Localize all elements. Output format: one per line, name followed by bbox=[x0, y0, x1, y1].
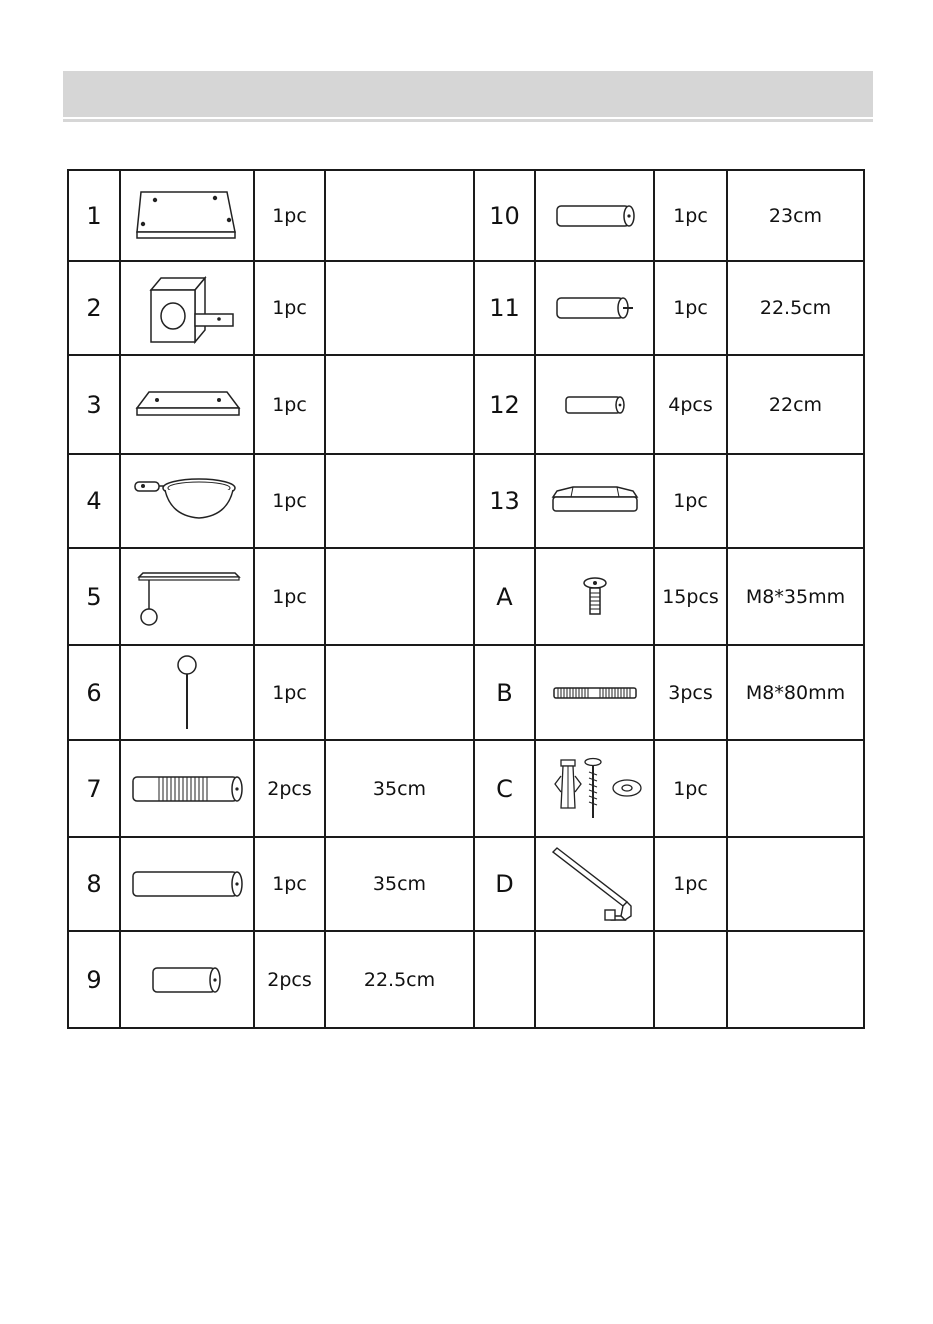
size: M8*35mm bbox=[745, 585, 846, 608]
part-number: 10 bbox=[489, 201, 520, 230]
size-cell bbox=[727, 170, 864, 261]
tube-icon bbox=[553, 201, 637, 231]
size: 22.5cm bbox=[363, 968, 436, 991]
part-image-cell bbox=[120, 837, 254, 931]
part-number: 4 bbox=[86, 487, 102, 515]
quantity-cell bbox=[254, 931, 325, 1028]
part-number: 2 bbox=[86, 294, 102, 322]
quantity: 1pc bbox=[272, 873, 307, 895]
part-image-cell bbox=[120, 931, 254, 1028]
size-cell bbox=[727, 454, 864, 548]
part-number-cell bbox=[474, 837, 535, 931]
panel-board-icon bbox=[131, 186, 243, 246]
part-number: 6 bbox=[86, 678, 102, 707]
part-image-cell bbox=[535, 261, 654, 355]
hexagon-cap-icon bbox=[547, 483, 643, 519]
part-number-cell bbox=[474, 740, 535, 837]
size: 22cm bbox=[768, 393, 823, 416]
part-number: 9 bbox=[86, 965, 102, 994]
quantity-cell bbox=[254, 740, 325, 837]
part-number-cell bbox=[474, 645, 535, 740]
quantity: 1pc bbox=[272, 297, 307, 319]
part-number: 7 bbox=[86, 774, 102, 803]
part-number: 11 bbox=[489, 294, 520, 322]
part-image-cell bbox=[120, 740, 254, 837]
part-image-cell bbox=[535, 454, 654, 548]
quantity: 3pcs bbox=[668, 681, 713, 704]
part-number-cell bbox=[68, 837, 120, 931]
part-number-cell bbox=[68, 454, 120, 548]
part-number-cell bbox=[474, 261, 535, 355]
quantity: 1pc bbox=[272, 681, 307, 704]
quantity-cell bbox=[254, 454, 325, 548]
size: 22.5cm bbox=[759, 297, 832, 319]
part-number: 1 bbox=[86, 201, 102, 230]
part-number-cell bbox=[68, 261, 120, 355]
part-number-cell bbox=[68, 548, 120, 645]
table-row bbox=[68, 645, 864, 740]
quantity: 2pcs bbox=[267, 777, 312, 800]
part-image-cell bbox=[535, 355, 654, 454]
part-image-cell bbox=[120, 454, 254, 548]
quantity: 1pc bbox=[673, 204, 708, 227]
size-cell bbox=[325, 837, 474, 931]
quantity: 4pcs bbox=[668, 393, 713, 416]
part-number-cell bbox=[474, 931, 535, 1028]
part-number-cell bbox=[474, 454, 535, 548]
quantity: 1pc bbox=[673, 297, 708, 319]
size: 23cm bbox=[768, 204, 823, 227]
part-image-cell bbox=[120, 548, 254, 645]
part-number-cell bbox=[68, 355, 120, 454]
size-cell bbox=[727, 548, 864, 645]
size-cell bbox=[727, 740, 864, 837]
quantity: 15pcs bbox=[662, 585, 719, 608]
quantity-cell bbox=[654, 740, 727, 837]
sisal-post-icon bbox=[129, 773, 245, 805]
medium-tube-icon bbox=[147, 964, 227, 996]
quantity-cell bbox=[654, 645, 727, 740]
quantity-cell bbox=[254, 837, 325, 931]
size-cell bbox=[727, 355, 864, 454]
table-row bbox=[68, 261, 864, 355]
quantity-cell bbox=[254, 645, 325, 740]
header-rule bbox=[63, 119, 873, 122]
part-number: 5 bbox=[86, 582, 102, 611]
quantity-cell bbox=[254, 548, 325, 645]
part-number-cell bbox=[474, 548, 535, 645]
quantity-cell bbox=[254, 261, 325, 355]
quantity-cell bbox=[654, 454, 727, 548]
size: M8*80mm bbox=[745, 681, 846, 704]
allen-key-icon bbox=[547, 844, 643, 924]
table-row bbox=[68, 837, 864, 931]
quantity-cell bbox=[254, 355, 325, 454]
quantity: 1pc bbox=[673, 873, 708, 895]
size-cell bbox=[727, 837, 864, 931]
quantity-cell bbox=[654, 355, 727, 454]
part-number: A bbox=[496, 582, 513, 611]
table-row bbox=[68, 170, 864, 261]
quantity: 1pc bbox=[272, 393, 307, 416]
part-number-cell bbox=[68, 931, 120, 1028]
part-number-cell bbox=[68, 170, 120, 261]
part-image-cell bbox=[535, 740, 654, 837]
size-cell bbox=[727, 261, 864, 355]
quantity-cell bbox=[654, 548, 727, 645]
size-cell bbox=[325, 355, 474, 454]
part-number-cell bbox=[68, 645, 120, 740]
quantity-cell bbox=[654, 261, 727, 355]
part-number: B bbox=[496, 678, 513, 707]
screw-icon bbox=[575, 575, 615, 619]
part-number-cell bbox=[474, 170, 535, 261]
size-cell bbox=[325, 548, 474, 645]
header-bar bbox=[63, 71, 873, 117]
part-number-cell bbox=[68, 740, 120, 837]
part-number: 3 bbox=[86, 390, 102, 419]
part-image-cell bbox=[535, 170, 654, 261]
size-cell bbox=[325, 645, 474, 740]
size-cell bbox=[325, 170, 474, 261]
parts-table bbox=[67, 169, 865, 1029]
table-row bbox=[68, 548, 864, 645]
table-row bbox=[68, 355, 864, 454]
quantity-cell bbox=[654, 170, 727, 261]
quantity: 1pc bbox=[272, 585, 307, 608]
part-image-cell bbox=[120, 355, 254, 454]
quantity-cell bbox=[654, 837, 727, 931]
part-image-cell bbox=[120, 261, 254, 355]
size-cell bbox=[325, 931, 474, 1028]
quantity: 2pcs bbox=[267, 968, 312, 991]
quantity-cell bbox=[654, 931, 727, 1028]
table-row bbox=[68, 454, 864, 548]
shelf-board-icon bbox=[131, 388, 243, 422]
part-image-cell bbox=[120, 645, 254, 740]
part-image-cell bbox=[535, 931, 654, 1028]
quantity: 1pc bbox=[673, 490, 708, 512]
short-tube-icon bbox=[560, 393, 630, 417]
size-cell bbox=[325, 454, 474, 548]
quantity: 1pc bbox=[673, 777, 708, 800]
part-number: 13 bbox=[489, 487, 520, 515]
part-number: 8 bbox=[86, 870, 102, 898]
threaded-rod-icon bbox=[550, 683, 640, 703]
part-image-cell bbox=[535, 837, 654, 931]
size-cell bbox=[325, 740, 474, 837]
size-cell bbox=[727, 645, 864, 740]
table-row bbox=[68, 931, 864, 1028]
size: 35cm bbox=[372, 777, 427, 800]
size-cell bbox=[325, 261, 474, 355]
long-tube-icon bbox=[129, 868, 245, 900]
quantity: 1pc bbox=[272, 204, 307, 227]
part-image-cell bbox=[120, 170, 254, 261]
quantity: 1pc bbox=[272, 490, 307, 512]
size: 35cm bbox=[372, 873, 427, 895]
part-number: D bbox=[495, 870, 514, 898]
tube-with-pin-icon bbox=[553, 293, 637, 323]
ball-toy-icon bbox=[167, 653, 207, 733]
table-row bbox=[68, 740, 864, 837]
wall-anchor-kit-icon bbox=[545, 756, 645, 822]
platform-with-ball-icon bbox=[131, 567, 243, 627]
part-number: C bbox=[496, 774, 513, 803]
box-house-icon bbox=[137, 270, 237, 346]
bowl-icon bbox=[131, 476, 243, 526]
part-number: 12 bbox=[489, 390, 520, 419]
part-number-cell bbox=[474, 355, 535, 454]
part-image-cell bbox=[535, 548, 654, 645]
quantity-cell bbox=[254, 170, 325, 261]
part-image-cell bbox=[535, 645, 654, 740]
size-cell bbox=[727, 931, 864, 1028]
